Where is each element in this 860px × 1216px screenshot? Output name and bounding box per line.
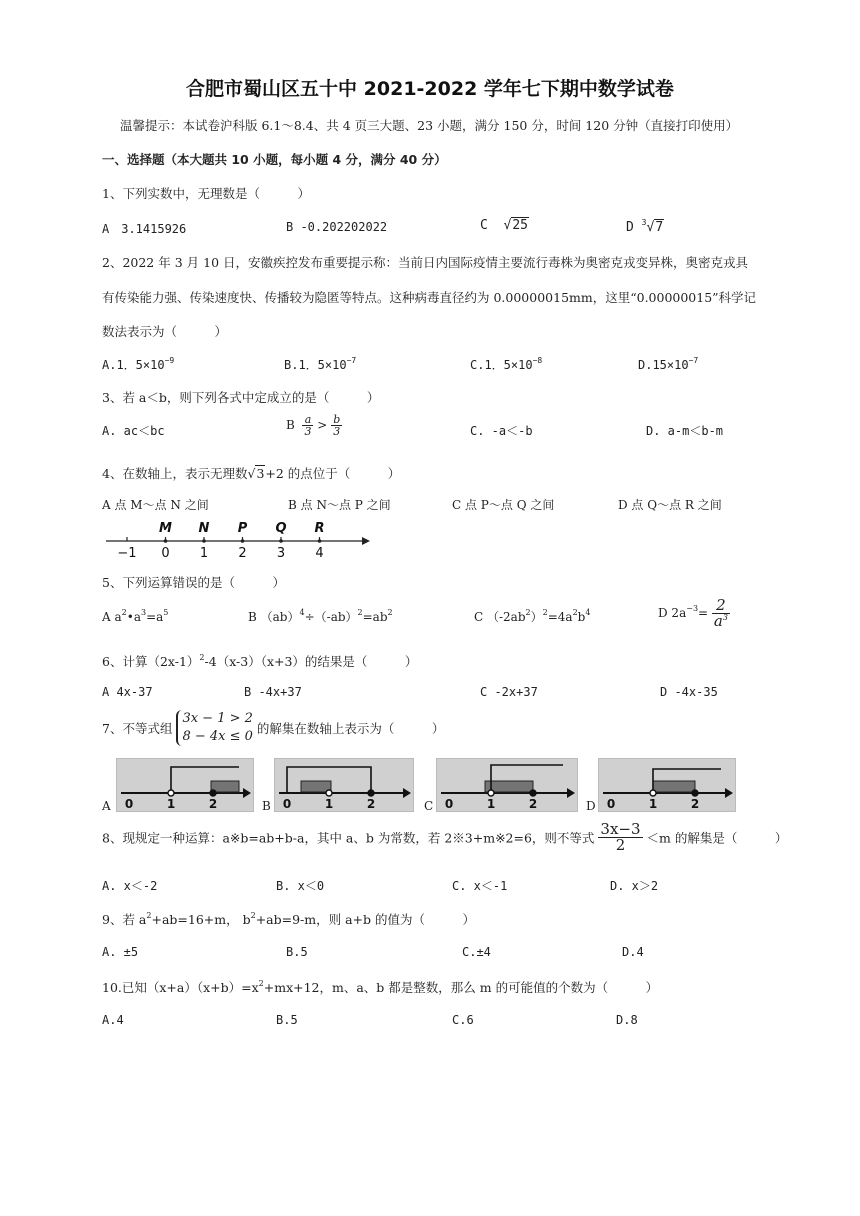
q4-axis-number: 3: [276, 546, 286, 560]
question-5-stem: 5、下列运算错误的是（ ）: [102, 575, 285, 590]
q4-stem-post: +2 的点位于（ ）: [265, 466, 401, 481]
q7-tick-label: 2: [690, 797, 700, 811]
q2-c-base: C.1．5×10: [470, 358, 533, 372]
q7-tick-label: 0: [606, 797, 616, 811]
q5-a-p0: A a: [102, 610, 122, 624]
q5-option-a: [102, 608, 168, 624]
q4-axis-number: 1: [199, 546, 209, 560]
q4-point: [318, 539, 322, 543]
q6-stem-exp: 2: [199, 653, 205, 662]
q7-label-b: B: [262, 799, 271, 813]
question-2-line-1: 2、2022 年 3 月 10 日，安徽疾控发布重要提示称：当前日内国际疫情主要流行毒株为奥密克戎变异株，奥密克戎具: [102, 255, 748, 270]
q6-option-a: A 4x-37: [102, 685, 153, 699]
q7-label-d: D: [586, 799, 596, 813]
q7-inequality-system: [176, 710, 252, 746]
q4-point-letter: N: [198, 521, 210, 536]
q7-solid-point: [368, 790, 374, 796]
q5-c-p5: 2: [572, 608, 578, 617]
q7-tick-label: 0: [124, 797, 134, 811]
q10-option-b: B.5: [276, 1013, 298, 1027]
q5-d-exp: −3: [686, 604, 699, 613]
q8-frac-den: 2: [615, 836, 626, 854]
q5-a-p4: =a: [146, 610, 164, 624]
q1-option-a: A 3.1415926: [102, 222, 187, 236]
q3-option-d: D. a-m＜b-m: [646, 424, 724, 438]
q5-d-pre: D 2a: [658, 606, 687, 620]
q8-option-b: B. x＜0: [276, 879, 325, 893]
q7-axis-arrow: [725, 788, 733, 798]
question-6-stem: [102, 652, 417, 670]
q7-option-d-figure: [598, 758, 736, 812]
q5-d-den-exp: 3: [722, 613, 728, 622]
q4-number-line: [100, 518, 380, 560]
q4-point: [202, 539, 206, 543]
q7-tick-label: 2: [208, 797, 218, 811]
q9-option-a: A. ±5: [102, 945, 139, 959]
q7-option-a-figure: [116, 758, 254, 812]
q7-hollow-point: [168, 790, 174, 796]
q5-option-b: [248, 608, 393, 625]
q5-c-p2: ）: [530, 610, 543, 624]
q10-stem-post: +mx+12，m、a、b 都是整数，那么 m 的可能值的个数为（ ）: [263, 980, 659, 995]
q4-axis-number: 4: [315, 546, 324, 560]
q7-option-b-figure: [274, 758, 414, 812]
q1-d-index: 3: [641, 218, 647, 227]
q5-c-p3: 2: [542, 608, 548, 617]
q1-d-radicand: 7: [655, 220, 664, 235]
q1-option-d: D $^3$√7: [626, 218, 664, 235]
q7-label-a: A: [102, 799, 111, 813]
q7-label-c: C: [424, 799, 434, 813]
q4-axis-arrow: [362, 537, 370, 545]
q6-option-b: B -4x+37: [244, 685, 302, 699]
q9-option-d: D.4: [622, 945, 644, 959]
q10-stem-pre: 10.已知（x+a）（x+b）=x: [102, 980, 259, 995]
q3-option-c: C. -a＜-b: [470, 424, 533, 438]
q9-p4: +ab=9-m，则 a+b 的值为（ ）: [255, 912, 475, 927]
q5-d-num: 2: [712, 598, 730, 614]
q2-b-base: B.1．5×10: [284, 358, 347, 372]
q5-b-p3: 2: [357, 608, 363, 617]
q4-option-d: D 点 Q～点 R 之间: [618, 498, 722, 512]
question-7-stem: [102, 710, 444, 746]
question-2-line-3: 数法表示为（ ）: [102, 324, 228, 339]
section-heading: 一、选择题（本大题共 10 小题，每小题 4 分，满分 40 分）: [102, 152, 447, 167]
q5-b-p0: B （ab）: [248, 610, 300, 624]
q7-axis-arrow: [243, 788, 251, 798]
q2-a-base: A.1．5×10: [102, 358, 165, 372]
q5-option-c: [474, 608, 590, 625]
q3-b-fraction-1: [302, 414, 313, 437]
q3-option-b: [286, 414, 342, 437]
q7-tick-label: 2: [528, 797, 538, 811]
q2-a-exp: −9: [164, 356, 175, 365]
q5-d-eq: =: [698, 606, 709, 620]
q3-b-label: B: [286, 418, 295, 432]
page-title: 合肥市蜀山区五十中 2021-2022 学年七下期中数学试卷: [186, 78, 674, 100]
q5-a-p1: 2: [121, 608, 127, 617]
q10-option-d: D.8: [616, 1013, 638, 1027]
q4-point-letter: R: [314, 521, 325, 536]
q6-stem-pre: 6、计算（2x-1）: [102, 654, 200, 669]
q4-point: [279, 539, 283, 543]
q9-option-c: C.±4: [462, 945, 491, 959]
q4-stem-pre: 4、在数轴上，表示无理数: [102, 466, 248, 481]
q7-tick-label: 1: [166, 797, 176, 811]
q7-shaded-region: [653, 781, 695, 792]
q5-a-p5: 5: [163, 608, 169, 617]
q9-p1: 2: [146, 911, 152, 920]
q5-c-p7: 4: [585, 608, 591, 617]
q4-stem-radicand: 3: [256, 466, 265, 481]
q6-stem-post: -4（x-3）（x+3）的结果是（ ）: [204, 654, 418, 669]
q7-solid-point: [210, 790, 216, 796]
q1-c-radicand: 25: [512, 218, 528, 233]
question-10-stem: [102, 978, 658, 996]
q5-c-p0: C （-2ab: [474, 610, 526, 624]
q3-b-fraction-2: [331, 414, 342, 437]
q4-point: [241, 539, 245, 543]
q5-c-p1: 2: [525, 608, 531, 617]
q2-option-b: [284, 356, 356, 373]
question-9-stem: [102, 910, 475, 928]
q4-axis-number: 0: [161, 546, 170, 560]
q9-p2: +ab=16+m， b: [151, 912, 251, 927]
q7-hollow-point: [650, 790, 656, 796]
q8-fraction: [598, 822, 642, 853]
q8-frac-num: 3x−3: [600, 820, 641, 838]
q8-option-d: D. x＞2: [610, 879, 659, 893]
q5-c-p4: =4a: [547, 610, 573, 624]
q5-d-den: [712, 614, 730, 629]
q2-c-exp: −8: [532, 356, 543, 365]
q4-option-a: A 点 M～点 N 之间: [102, 498, 209, 512]
q8-stem-post: ＜m 的解集是（ ）: [646, 830, 788, 846]
q7-inequality-1: 3x − 1 > 2: [182, 711, 253, 726]
q7-stem-post: 的解集在数轴上表示为（ ）: [256, 721, 445, 736]
q1-c-label: C: [480, 218, 488, 233]
q7-option-c-figure: [436, 758, 578, 812]
q2-b-exp: −7: [346, 356, 357, 365]
q5-option-d: [658, 598, 730, 629]
q2-option-c: [470, 356, 542, 373]
q4-point-letter: M: [159, 521, 172, 536]
q5-a-p2: •a: [126, 610, 141, 624]
q7-tick-label: 0: [282, 797, 292, 811]
q5-b-p1: 4: [299, 608, 305, 617]
q4-axis-number: 2: [238, 546, 247, 560]
q5-b-p5: 2: [387, 608, 393, 617]
q5-b-p4: =ab: [362, 610, 388, 624]
q4-point: [164, 539, 168, 543]
q8-option-a: A. x＜-2: [102, 879, 158, 893]
q5-a-p3: 3: [140, 608, 147, 617]
q10-option-c: C.6: [452, 1013, 474, 1027]
q7-solid-point: [692, 790, 698, 796]
q7-inequality-2: 8 − 4x ≤ 0: [182, 729, 253, 744]
q4-point-letter: P: [237, 521, 248, 536]
question-4-stem: 4、在数轴上，表示无理数√3+2 的点位于（ ）: [102, 466, 401, 481]
q2-option-a: [102, 356, 174, 373]
q4-option-b: B 点 N～点 P 之间: [288, 498, 391, 512]
q3-b-den-2: 3: [333, 425, 341, 438]
q7-tick-label: 1: [324, 797, 334, 811]
q7-hollow-point: [488, 790, 494, 796]
q6-option-c: C -2x+37: [480, 685, 538, 699]
q7-tick-label: 2: [366, 797, 376, 811]
q3-b-num-2: b: [333, 413, 341, 426]
question-2-line-2: 有传染能力强、传染速度快、传播较为隐匿等特点。这种病毒直径约为 0.00000015mm，这里“0.00000015”科学记: [102, 290, 757, 305]
q10-option-a: A.4: [102, 1013, 124, 1027]
q4-point-letter: Q: [275, 521, 287, 536]
q5-c-p6: b: [577, 610, 586, 624]
q1-option-b: B -0.202202022: [286, 220, 388, 234]
q3-b-num-1: a: [302, 414, 313, 426]
q5-d-den-base: a: [713, 612, 723, 630]
q4-axis-number: −1: [117, 546, 137, 560]
question-8-stem: [102, 822, 787, 853]
q7-tick-label: 1: [486, 797, 496, 811]
q7-tick-label: 0: [444, 797, 454, 811]
question-3-stem: 3、若 a＜b，则下列各式中定成立的是（ ）: [102, 390, 380, 405]
q7-axis-arrow: [567, 788, 575, 798]
q8-option-c: C. x＜-1: [452, 879, 508, 893]
q10-stem-exp: 2: [258, 979, 264, 988]
q7-solid-point: [530, 790, 536, 796]
question-1-stem: 1、下列实数中，无理数是（ ）: [102, 186, 310, 201]
q3-b-den-1: 3: [304, 425, 312, 438]
q7-tick-label: 1: [648, 797, 658, 811]
q5-d-fraction: [712, 598, 730, 629]
q9-p3: 2: [250, 911, 256, 920]
q1-d-label: D: [626, 220, 634, 235]
q2-d-exp: −7: [688, 356, 699, 365]
q9-p0: 9、若 a: [102, 912, 147, 927]
q7-axis-arrow: [403, 788, 411, 798]
q3-b-operator: >: [317, 418, 328, 432]
exam-tip: 温馨提示：本试卷沪科版 6.1～8.4、共 4 页三大题、23 小题，满分 150 分，时间 120 分钟（直接打印使用）: [120, 118, 739, 133]
q2-d-base: D.15×10: [638, 358, 689, 372]
q3-option-a: A. ac＜bc: [102, 424, 165, 438]
q5-b-p2: ÷（-ab）: [304, 610, 358, 624]
q4-option-c: C 点 P～点 Q 之间: [452, 498, 555, 512]
q7-stem-pre: 7、不等式组: [102, 721, 173, 736]
q8-stem-pre: 8、现规定一种运算：a※b=ab+b-a，其中 a、b 为常数，若 2※3+m※2=6，则不等式: [102, 830, 595, 846]
q2-option-d: [638, 356, 698, 372]
q7-hollow-point: [326, 790, 332, 796]
q9-option-b: B.5: [286, 945, 308, 959]
q1-option-c: C √25: [480, 218, 528, 233]
q6-option-d: D -4x-35: [660, 685, 718, 699]
